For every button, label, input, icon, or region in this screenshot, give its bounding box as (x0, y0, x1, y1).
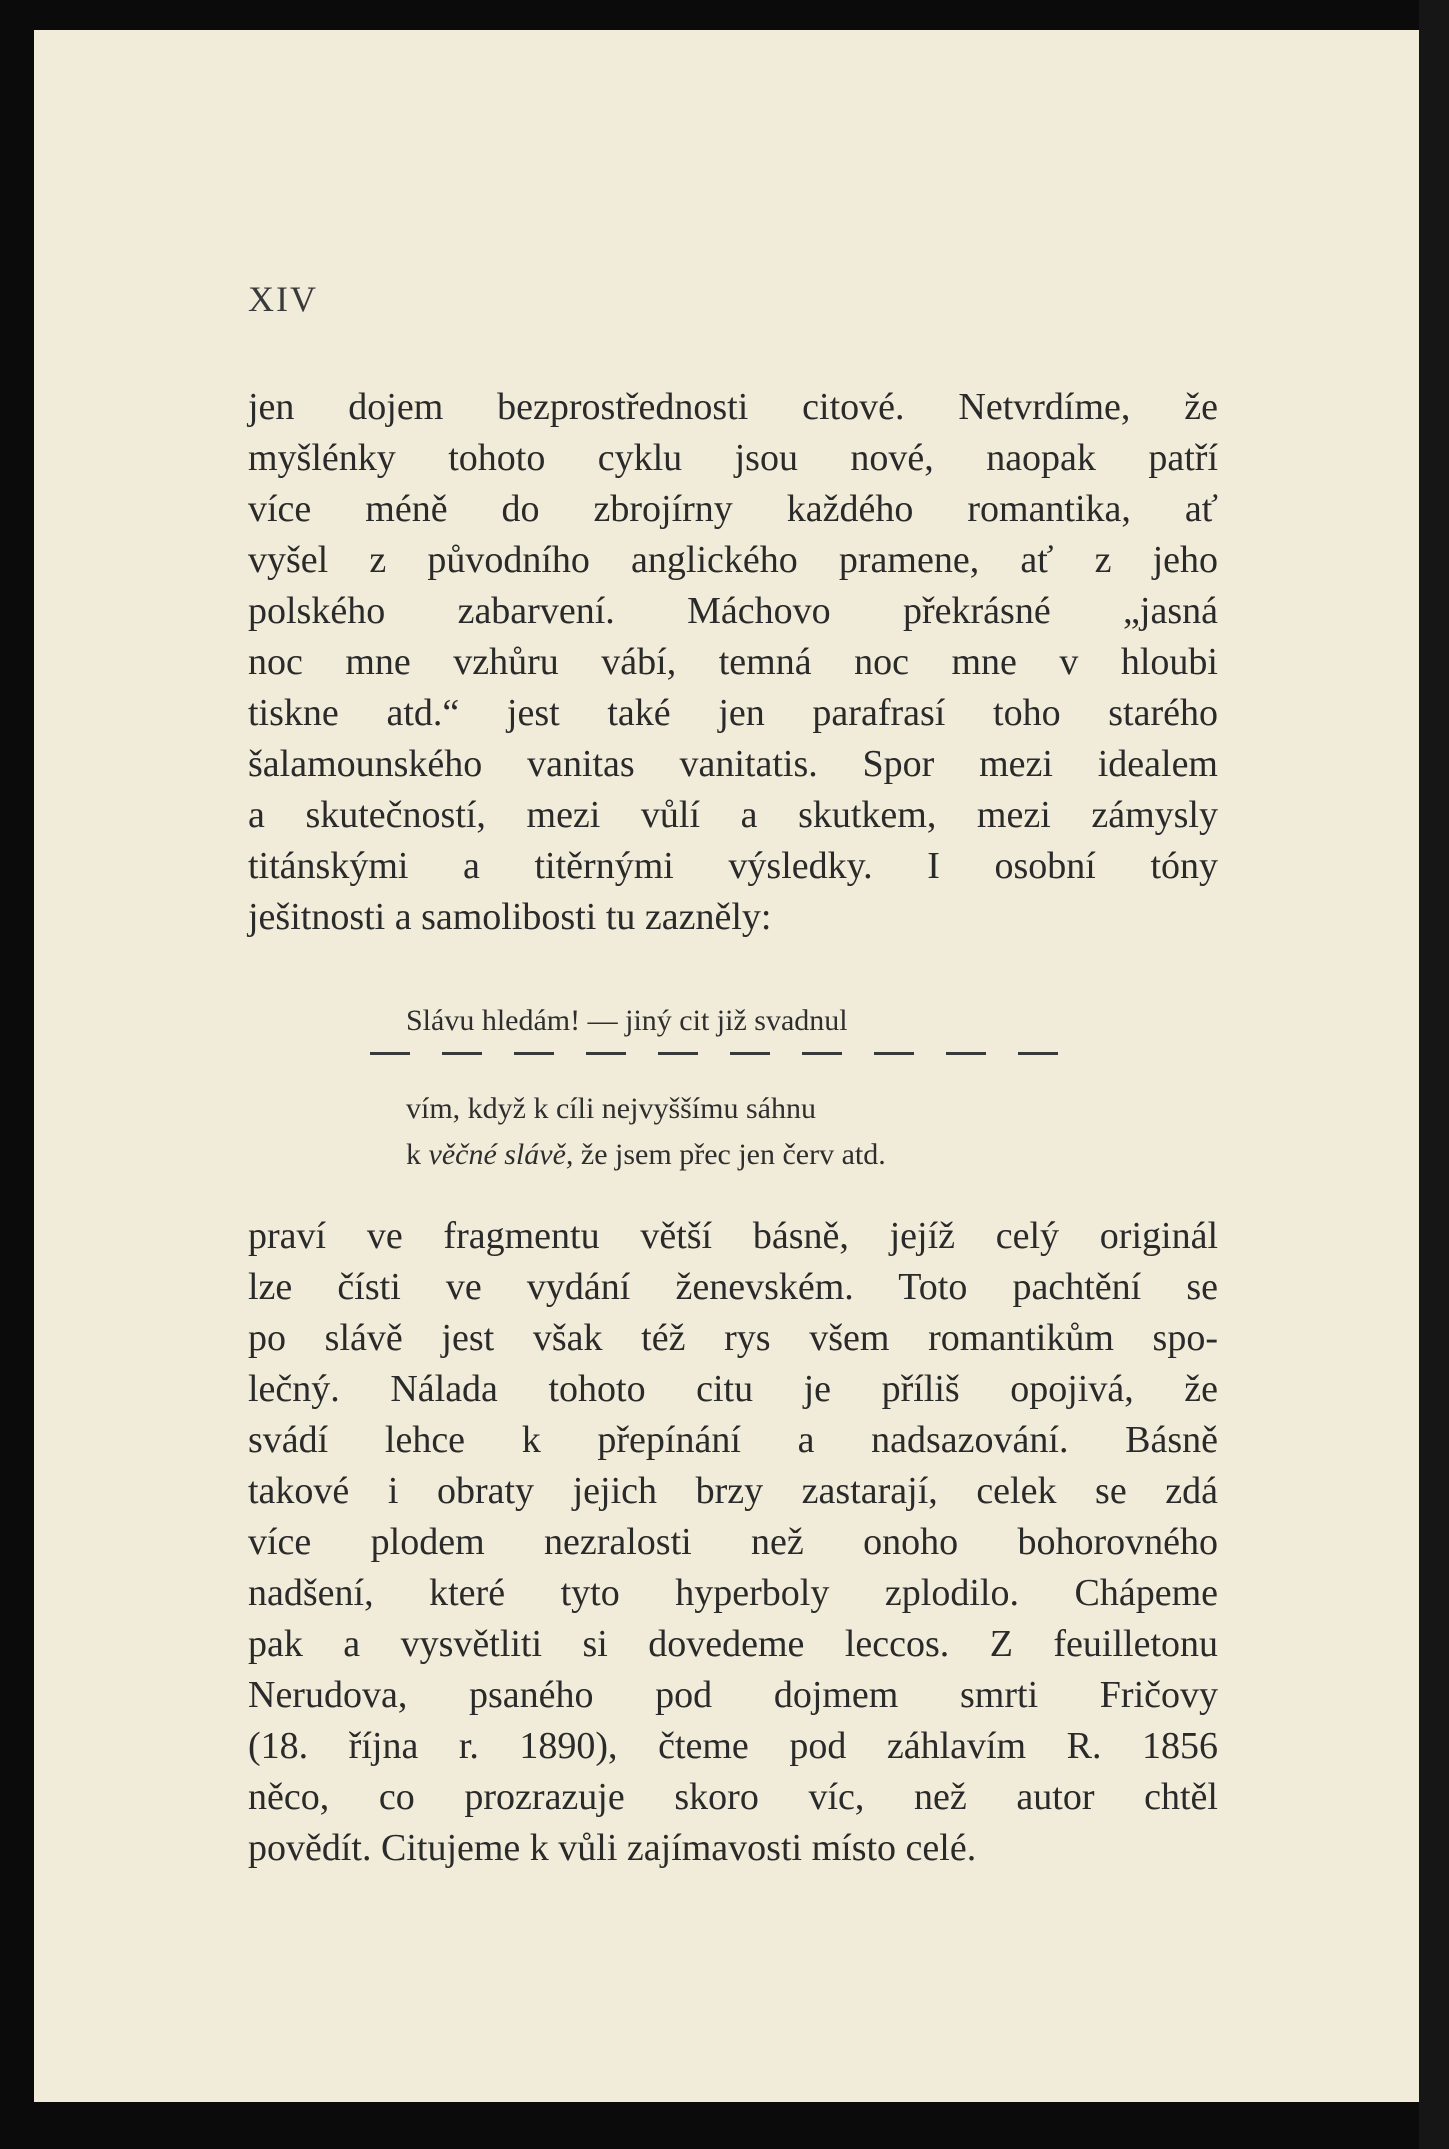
verse-line (406, 1132, 1106, 1178)
paragraph-1 (248, 382, 1218, 943)
verse-line: vím, když k cíli nejvyššímu sáhnu (406, 1092, 816, 1125)
text-line: titánskými a titěrnými výsledky. I osobní tóny (248, 845, 1218, 887)
verse-emphasis: věčné slávě, (428, 1138, 574, 1171)
text-line: více méně do zbrojírny každého romantika, ať (248, 488, 1218, 530)
omission-dashes (406, 1044, 1106, 1078)
text-line: šalamounského vanitas vanitatis. Spor mezi idealem (248, 743, 1218, 785)
text-line: (18. října r. 1890), čteme pod záhlavím R. 1856 (248, 1725, 1218, 1767)
book-binding-edge (1419, 0, 1449, 2149)
text-line: Nerudova, psaného pod dojmem smrti Fričovy (248, 1674, 1218, 1716)
verse-text: že jsem přec jen červ atd. (573, 1138, 886, 1171)
text-line: pak a vysvětliti si dovedeme leccos. Z feuilletonu (248, 1623, 1218, 1665)
text-line: svádí lehce k přepínání a nadsazování. Básně (248, 1419, 1218, 1461)
text-line: nadšení, které tyto hyperboly zplodilo. Chápeme (248, 1572, 1218, 1614)
text-line: noc mne vzhůru vábí, temná noc mne v hloubi (248, 641, 1218, 683)
verse-text: k (406, 1138, 429, 1171)
text-line: jen dojem bezprostřednosti citové. Netvrdíme, že (248, 386, 1218, 428)
text-line: více plodem nezralosti než onoho bohorovného (248, 1521, 1218, 1563)
text-line: ješitnosti a samolibosti tu zazněly: (248, 896, 772, 938)
text-line: povědít. Citujeme k vůli zajímavosti místo celé. (248, 1827, 977, 1869)
page-number: XIV (248, 279, 318, 319)
paragraph-2 (248, 1211, 1218, 1874)
text-line: praví ve fragmentu větší básně, jejíž celý originál (248, 1215, 1218, 1257)
text-line: polského zabarvení. Máchovo překrásné „jasná (248, 590, 1218, 632)
text-line: vyšel z původního anglického pramene, ať z jeho (248, 539, 1218, 581)
text-line: myšlénky tohoto cyklu jsou nové, naopak patří (248, 437, 1218, 479)
text-line: lze čísti ve vydání ženevském. Toto pachtění se (248, 1266, 1218, 1308)
text-line: lečný. Nálada tohoto citu je příliš opojivá, že (248, 1368, 1218, 1410)
verse-quotation (406, 998, 1106, 1178)
text-line: a skutečností, mezi vůlí a skutkem, mezi zámysly (248, 794, 1218, 836)
text-line: něco, co prozrazuje skoro víc, než autor chtěl (248, 1776, 1218, 1818)
verse-line: Slávu hledám! — jiný cit již svadnul (406, 1004, 848, 1037)
text-line: tiskne atd.“ jest také jen parafrasí toho starého (248, 692, 1218, 734)
text-line: po slávě jest však též rys všem romantikům spo- (248, 1317, 1218, 1359)
book-page (34, 30, 1419, 2102)
text-line: takové i obraty jejich brzy zastarají, celek se zdá (248, 1470, 1218, 1512)
